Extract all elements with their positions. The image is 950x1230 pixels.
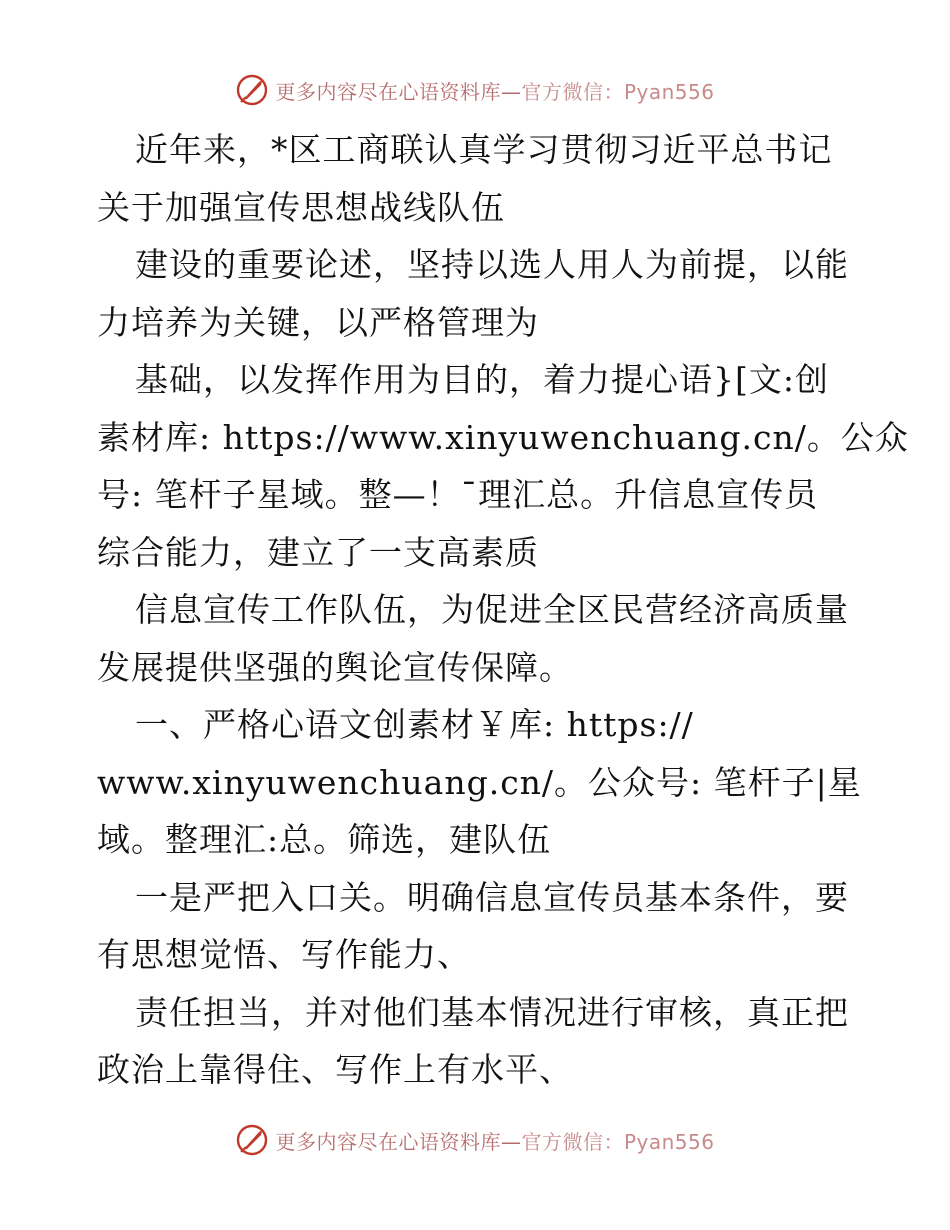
text-line: 力培养为关键，以严格管理为 [97,302,539,342]
text-line: 近年来，*区工商联认真学习贯彻习近平总书记 [135,130,833,169]
text-line: 有思想觉悟、写作能力、 [97,935,471,974]
text-line: 素材库: https://www.xinyuwenchuang.cn/。公众 [97,417,909,457]
feather-logo-icon [235,1123,269,1157]
text-line: 政治上靠得住、写作上有水平、 [97,1050,573,1089]
watermark-text: 更多内容尽在心语资料库—官方微信：Pyan556 [275,1129,715,1154]
text-line: 发展提供坚强的舆论宣传保障。 [97,647,573,687]
text-line: 域。整理汇:总。筛选，建队伍 [97,820,552,859]
watermark-banner-bottom [0,1120,950,1160]
text-line: 基础，以发挥作用为目的，着力提心语}[文:创 [135,360,829,399]
watermark-text: 更多内容尽在心语资料库—官方微信：Pyan556 [275,79,715,104]
text-line: 建设的重要论述，坚持以选人用人为前提，以能 [135,245,849,284]
document-body [97,121,909,1099]
watermark-banner-top [0,70,950,110]
text-line: 一是严把入口关。明确信息宣传员基本条件，要 [135,877,849,917]
text-line: 关于加强宣传思想战线队伍 [97,187,505,227]
feather-logo-icon [235,73,269,107]
text-line: 责任担当，并对他们基本情况进行审核，真正把 [135,992,849,1032]
text-line: 一、严格心语文创素材￥库: https:// [135,705,694,744]
text-line: www.xinyuwenchuang.cn/。公众号: 笔杆子|星 [97,762,862,802]
text-line: 综合能力，建立了一支高素质 [97,532,539,572]
text-line: 号: 笔杆子星域。整—！¯理汇总。升信息宣传员 [97,475,819,514]
text-line: 信息宣传工作队伍，为促进全区民营经济高质量 [135,590,849,629]
